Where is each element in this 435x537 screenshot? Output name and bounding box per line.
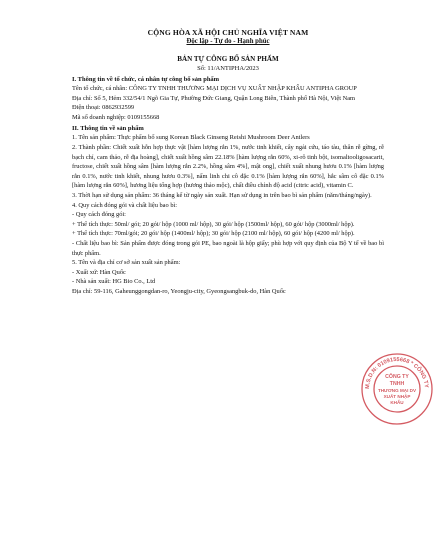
company-seal-icon	[360, 352, 434, 426]
manufacturer-heading: 5. Tên và địa chỉ cơ sở sản xuất sản phẩm:	[72, 259, 181, 267]
document-title: BẢN TỰ CÔNG BỐ SẢN PHẨM	[177, 55, 279, 63]
org-tax-code: Mã số doanh nghiệp: 0109155668	[72, 113, 160, 121]
seal-center-line: THƯƠNG MẠI DV	[377, 388, 417, 393]
seal-ring-text: M.S.D.N: 0109155668 * CÔNG TY	[364, 356, 430, 390]
org-phone: Điện thoại: 0862932599	[72, 104, 135, 112]
document-number: Số: 11/ANTIPHA/2023	[197, 65, 259, 72]
nation-heading: CỘNG HÒA XÃ HỘI CHỦ NGHĨA VIỆT NAM	[147, 28, 309, 37]
document-body	[72, 28, 384, 296]
product-ingredients: 2. Thành phần: Chiết xuất hỗn hợp thực vật [hàm lượng rắn 1%, nước tinh khiết, cây ngải cứu, táo tàu, thân rễ gừng, rễ bạch chỉ, cam thảo, rễ địa hoàng], chiết xuất hồng sâm 22.18% [hàm lượng rắn 60%, xi-rô tinh bột, isomaltooligosacarit, fructose, chiết xuất hồng sâm [hàm lượng rắn 2.2%, hồng sâm 4%], mật ong], chiết xuất nhung hươu 0.1% [hàm lượng rắn 0.1%, nước tinh khiết, nhung hươu 0.3%], nấm linh chi cô đặc 0.1% [hàm lượng rắn 60%], hắc sâm cô đặc 0.1% [hàm lượng rắn 60%], hương liệu tổng hợp (hương thảo mộc), chất điều chỉnh độ acid (citric acid), vitamin C.	[72, 143, 384, 190]
packaging-spec-heading: - Quy cách đóng gói:	[72, 211, 126, 219]
product-shelf-life: 3. Thời hạn sử dụng sản phẩm: 36 tháng kể từ ngày sản xuất. Hạn sử dụng in trên bao bì sản phẩm (năm/tháng/ngày).	[72, 191, 372, 199]
seal-center-line: XUẤT NHẬP	[383, 394, 411, 399]
seal-center-line: CÔNG TY	[385, 374, 409, 380]
manufacturer-address: Địa chỉ: 59-116, Gaheunggongdan-ro, Yeongju-city, Gyeongsangbuk-do, Hàn Quốc	[72, 287, 286, 295]
packaging-material: - Chất liệu bao bì: Sản phẩm được đóng trong gói PE, bao ngoài là hộp giấy; phù hợp với quy định của Bộ Y tế về bao bì thực phẩm.	[72, 239, 384, 257]
section-1-heading: I. Thông tin về tổ chức, cá nhân tự công bố sản phẩm	[72, 76, 220, 83]
motto-heading	[72, 37, 384, 46]
org-name: Tên tổ chức, cá nhân: CÔNG TY TNHH THƯƠNG MẠI DỊCH VỤ XUẤT NHẬP KHẨU ANTIPHA GROUP	[72, 85, 357, 92]
packaging-spec-50ml: + Thể tích thực: 50ml/ gói; 20 gói/ hộp (1000 ml/ hộp), 30 gói/ hộp (1500ml/ hộp), 60 gói/ hộp (3000ml/ hộp).	[72, 220, 355, 228]
org-address: Địa chỉ: Số 5, Hẻm 332/54/1 Ngõ Gia Tự, Phường Đức Giang, Quận Long Biên, Thành phố Hà Nội, Việt Nam	[72, 94, 356, 102]
section-2-heading: II. Thông tin về sản phẩm	[72, 125, 144, 133]
seal-center-line: KHẨU	[390, 400, 404, 405]
manufacturer-name: - Nhà sản xuất: HG Bio Co., Ltd	[72, 278, 156, 286]
seal-center-line: TNHH	[389, 381, 405, 387]
packaging-heading: 4. Quy cách đóng gói và chất liệu bao bì:	[72, 201, 178, 209]
packaging-spec-70ml: + Thể tích thực: 70ml/gói; 20 gói/ hộp (1400ml/ hộp); 30 gói/ hộp (2100 ml/ hộp), 60 gói/ hộp (4200 ml/ hộp).	[72, 230, 355, 238]
origin: - Xuất xứ: Hàn Quốc	[72, 268, 126, 276]
motto-text: Độc lập - Tự do - Hạnh phúc	[186, 38, 270, 45]
product-name: 1. Tên sản phẩm: Thực phẩm bổ sung Korean Black Ginseng Reishi Mushroom Deer Antlers	[72, 134, 310, 142]
